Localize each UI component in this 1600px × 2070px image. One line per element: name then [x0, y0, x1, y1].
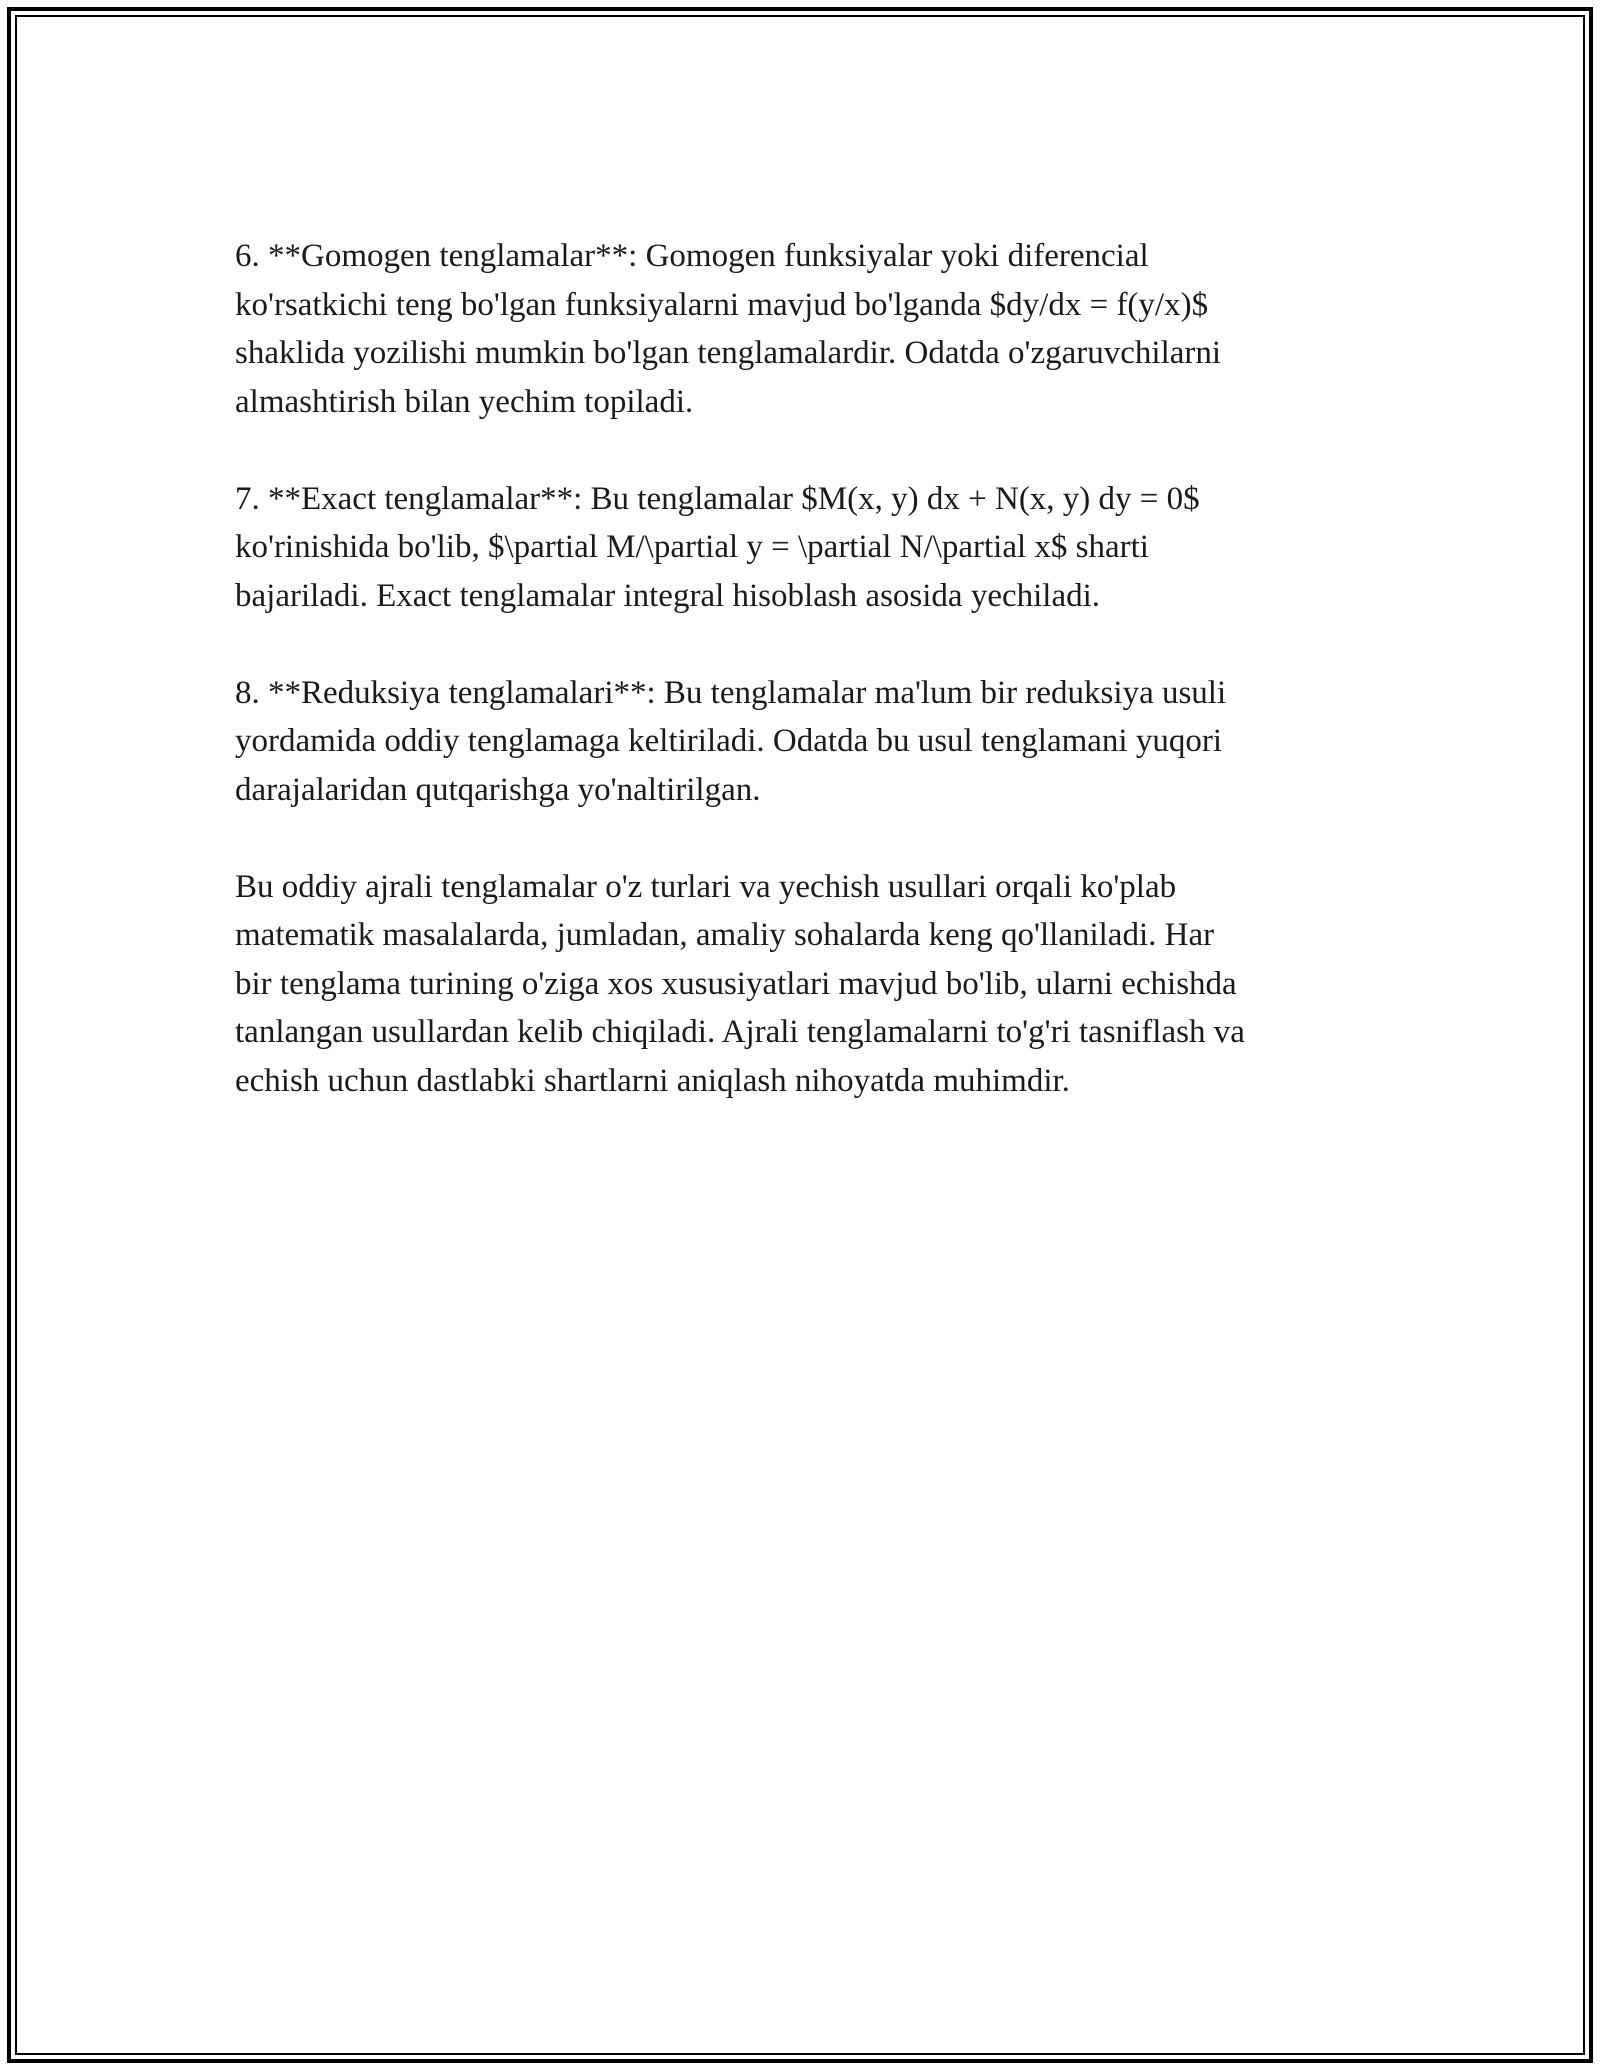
page-body [235, 232, 1375, 1154]
paragraph-conclusion: Bu oddiy ajrali tenglamalar o'z turlari va yechish usullari orqali ko'plab matematik masalalarda, jumladan, amaliy sohalarda keng qo'llaniladi. Har bir tenglama turining o'ziga xos xususiyatlari mavjud bo'lib, ularni echishda tanlangan usullardan kelib chiqiladi. Ajrali tenglamalarni to'g'ri tasniflash va echish uchun dastlabki shartlarni aniqlash nihoyatda muhimdir. [235, 868, 1245, 1099]
paragraph-reduksiya-tenglamalari: 8. **Reduksiya tenglamalari**: Bu tenglamalar ma'lum bir reduksiya usuli yordamida oddiy tenglamaga keltiriladi. Odatda bu usul tenglamani yuqori darajalaridan qutqarishga yo'naltirilgan. [235, 674, 1227, 808]
paragraph-gomogen-tenglamalar: 6. **Gomogen tenglamalar**: Gomogen funksiyalar yoki diferencial ko'rsatkichi teng bo'lgan funksiyalarni mavjud bo'lganda $dy/dx = f(y/x)$ shaklida yozilishi mumkin bo'lgan tenglamalardir. Odatda o'zgaruvchilarni almashtirish bilan yechim topiladi. [235, 238, 1222, 420]
paragraph-exact-tenglamalar: 7. **Exact tenglamalar**: Bu tenglamalar $M(x, y) dx + N(x, y) dy = 0$ ko'rinishida bo'lib, $\partial M/\partial y = \partial N/\partial x$ sharti bajariladi. Exact tenglamalar integral hisoblash asosida yechiladi. [235, 480, 1200, 614]
